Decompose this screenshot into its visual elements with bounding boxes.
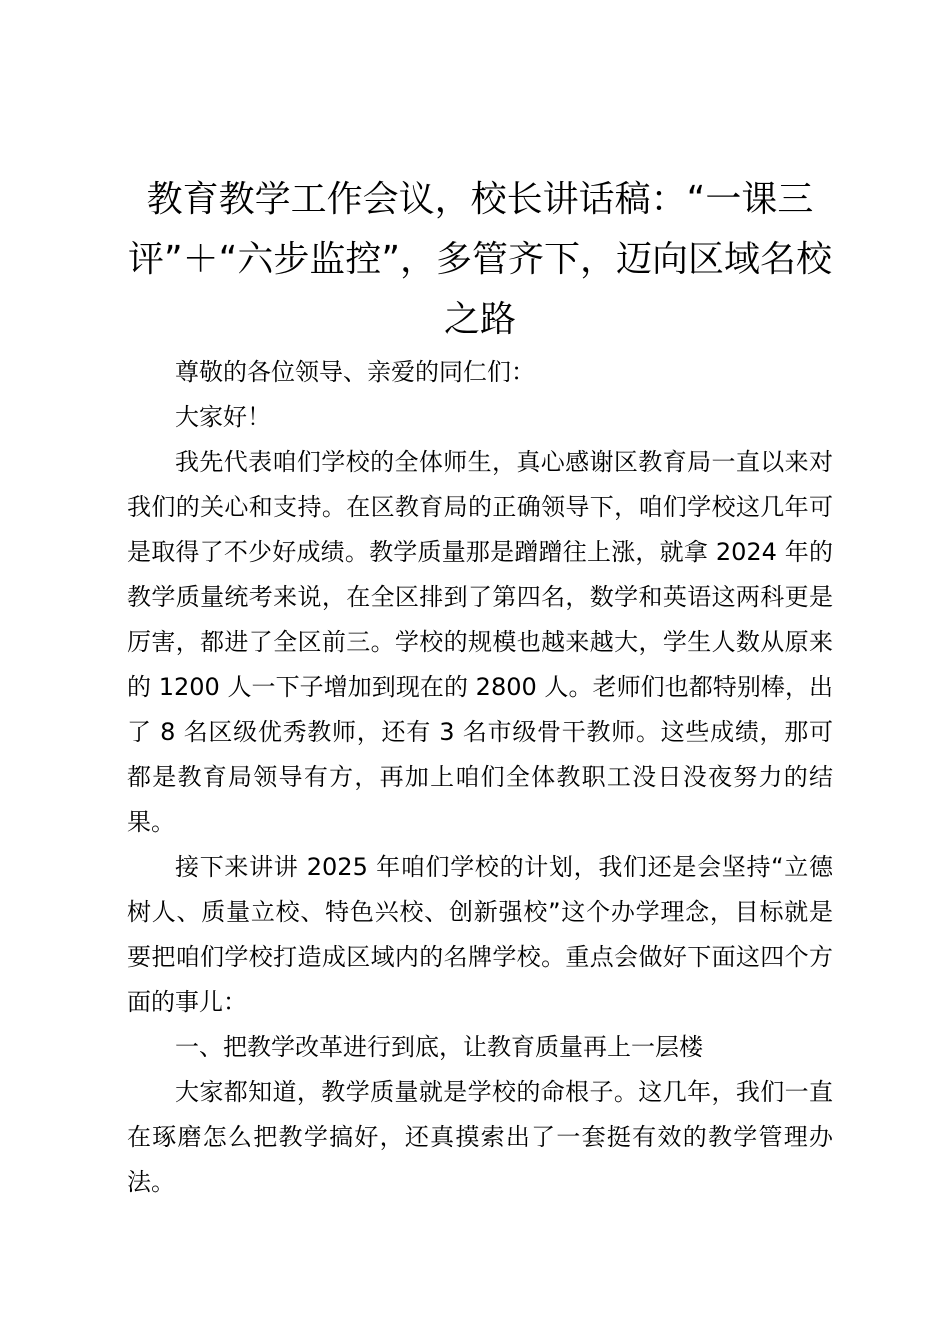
body-paragraph-teaching: 大家都知道，教学质量就是学校的命根子。这几年，我们一直在琢磨怎么把教学搞好，还真摸索出了一套挺有效的教学管理办法。 xyxy=(127,1078,833,1196)
body-paragraph-achievements: 我先代表咱们学校的全体师生，真心感谢区教育局一直以来对我们的关心和支持。在区教育局的正确领导下，咱们学校这几年可是取得了不少好成绩。教学质量那是蹭蹭往上涨，就拿 2024 年的教学质量统考来说，在全区排到了第四名，数学和英语这两科更是厉害，都进了全区前三。学校的规模也越来越大，学生人数从原来的 1200 人一下子增加到现在的 2800 人。老师们也都特别棒，出了 8 名区级优秀教师，还有 3 名市级骨干教师。这些成绩，那可都是教育局领导有方，再加上咱们全体教职工没日没夜努力的结果。 xyxy=(127,448,833,836)
section-heading: 一、把教学改革进行到底，让教育质量再上一层楼 xyxy=(175,1033,703,1061)
document-title: 教育教学工作会议，校长讲话稿：“一课三评”＋“六步监控”，多管齐下，迈向区域名校之路 xyxy=(128,179,832,340)
document-page xyxy=(127,170,833,1205)
body-paragraph-plan: 接下来讲讲 2025 年咱们学校的计划，我们还是会坚持“立德树人、质量立校、特色兴校、创新强校”这个办学理念，目标就是要把咱们学校打造成区域内的名牌学校。重点会做好下面这四个方面的事儿： xyxy=(127,853,833,1016)
salutation: 尊敬的各位领导、亲爱的同仁们： xyxy=(175,358,535,386)
greeting: 大家好！ xyxy=(175,403,271,431)
